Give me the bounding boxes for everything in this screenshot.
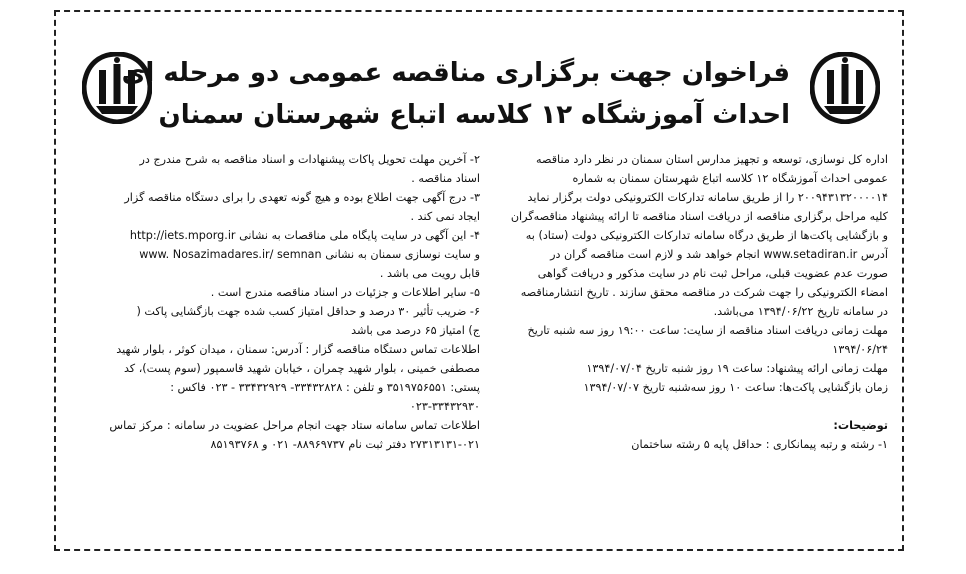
- text-line: مصطفی خمینی ، بلوار شهید چمران ، خیابان شهید قاسمپور (سوم پست)، کد: [123, 362, 480, 375]
- text-line: ۳- درج آگهی جهت اطلاع بوده و هیچ گونه تعهدی را برای دستگاه مناقصه گزار: [124, 191, 480, 204]
- text-line: آدرس www.setadiran.ir انجام خواهد شد و لازم است مناقصه گران در: [550, 248, 888, 261]
- text-line: ۶- ضریب تأثیر ۳۰ درصد و حداقل امتیاز کسب شده جهت بازگشایی پاکت (: [136, 305, 480, 318]
- text-line: ایجاد نمی کند .: [410, 210, 480, 223]
- text-line: صورت عدم عضویت قبلی، مراحل ثبت نام در سایت مذکور و دریافت گواهی: [537, 267, 888, 280]
- text-line: اداره کل نوسازی، توسعه و تجهیز مدارس استان سمنان در نظر دارد مناقصه: [536, 153, 888, 166]
- text-line: ۴- این آگهی در سایت پایگاه ملی مناقصات به نشانی http://iets.mporg.ir: [129, 229, 480, 242]
- note-item: ۱- رشته و رتبه پیمانکاری : حداقل پایه ۵ رشته ساختمان: [631, 438, 888, 451]
- text-line: و بازگشایی پاکت‌ها از طریق درگاه سامانه تدارکات الکترونیکی دولت (ستاد) به: [525, 229, 888, 242]
- right-text-column: [498, 150, 888, 454]
- text-line: مهلت زمانی ارائه پیشنهاد: ساعت ۱۹ روز شنبه تاریخ ۱۳۹۴/۰۷/۰۴: [586, 362, 888, 375]
- text-line: در سامانه تاریخ ۱۳۹۴/۰۶/۲۲ می‌باشد.: [713, 305, 888, 318]
- text-line: امضاء الکترونیکی را جهت شرکت در مناقصه محقق سازند . تاریخ انتشارمناقصه: [520, 286, 888, 299]
- organization-emblem-icon: [810, 52, 880, 124]
- text-line: اطلاعات تماس سامانه ستاد جهت انجام مراحل عضویت در سامانه : مرکز تماس: [109, 419, 480, 432]
- spacer: [498, 397, 888, 416]
- text-line: اسناد مناقصه .: [411, 172, 480, 185]
- page-subtitle: احداث آموزشگاه ۱۲ کلاسه اتباع شهرستان سمنان: [158, 100, 790, 130]
- text-line: ۲۷۳۱۳۱۳۱-۰۲۱ دفتر ثبت نام ۸۸۹۶۹۷۳۷- ۰۲۱ و ۸۵۱۹۳۷۶۸: [210, 438, 480, 451]
- text-line: زمان بازگشایی پاکت‌ها: ساعت ۱۰ روز سه‌شنبه تاریخ ۱۳۹۴/۰۷/۰۷: [583, 381, 888, 394]
- text-line: اطلاعات تماس دستگاه مناقصه گزار : آدرس: سمنان ، میدان کوثر ، بلوار شهید: [116, 343, 480, 356]
- text-line: قابل رویت می باشد .: [379, 267, 480, 280]
- left-text-column: [75, 150, 480, 454]
- text-line: پستی: ۳۵۱۹۷۵۶۵۵۱ و تلفن : ۳۳۴۳۲۸۲۸- ۳۳۴۳۲۹۲۹ - ۰۲۳ فاکس :: [170, 381, 480, 394]
- text-line: ۲- آخرین مهلت تحویل پاکات پیشنهادات و اسناد مناقصه به شرح مندرج در: [139, 153, 480, 166]
- text-line: مهلت زمانی دریافت اسناد مناقصه از سایت: ساعت ۱۹:۰۰ روز سه شنبه تاریخ: [527, 324, 888, 337]
- page-title: فراخوان جهت برگزاری مناقصه عمومی دو مرحله ای: [121, 58, 790, 88]
- text-line: ۱۳۹۴/۰۶/۲۴: [832, 343, 888, 356]
- text-line: ۰۲۳-۳۳۴۳۲۹۳۰: [409, 400, 480, 413]
- text-line: ۲۰۰۹۴۳۱۳۲۰۰۰۰۱۴ را از طریق سامانه تدارکات الکترونیکی دولت برگزار نماید: [527, 191, 888, 204]
- notes-heading: توضیحات:: [833, 419, 888, 432]
- text-line: ۵- سایر اطلاعات و جزئیات در اسناد مناقصه مندرج است .: [210, 286, 480, 299]
- text-line: کلیه مراحل برگزاری مناقصه از دریافت اسناد مناقصه تا ارائه پیشنهاد مناقصه‌گران: [510, 210, 888, 223]
- text-line: ج) امتیاز ۶۵ درصد می باشد: [351, 324, 480, 337]
- text-line: و سایت نوسازی سمنان به نشانی www. Nosazimadares.ir/ semnan: [139, 248, 480, 261]
- text-line: عمومی احداث آموزشگاه ۱۲ کلاسه اتباع شهرستان سمنان به شماره: [572, 172, 888, 185]
